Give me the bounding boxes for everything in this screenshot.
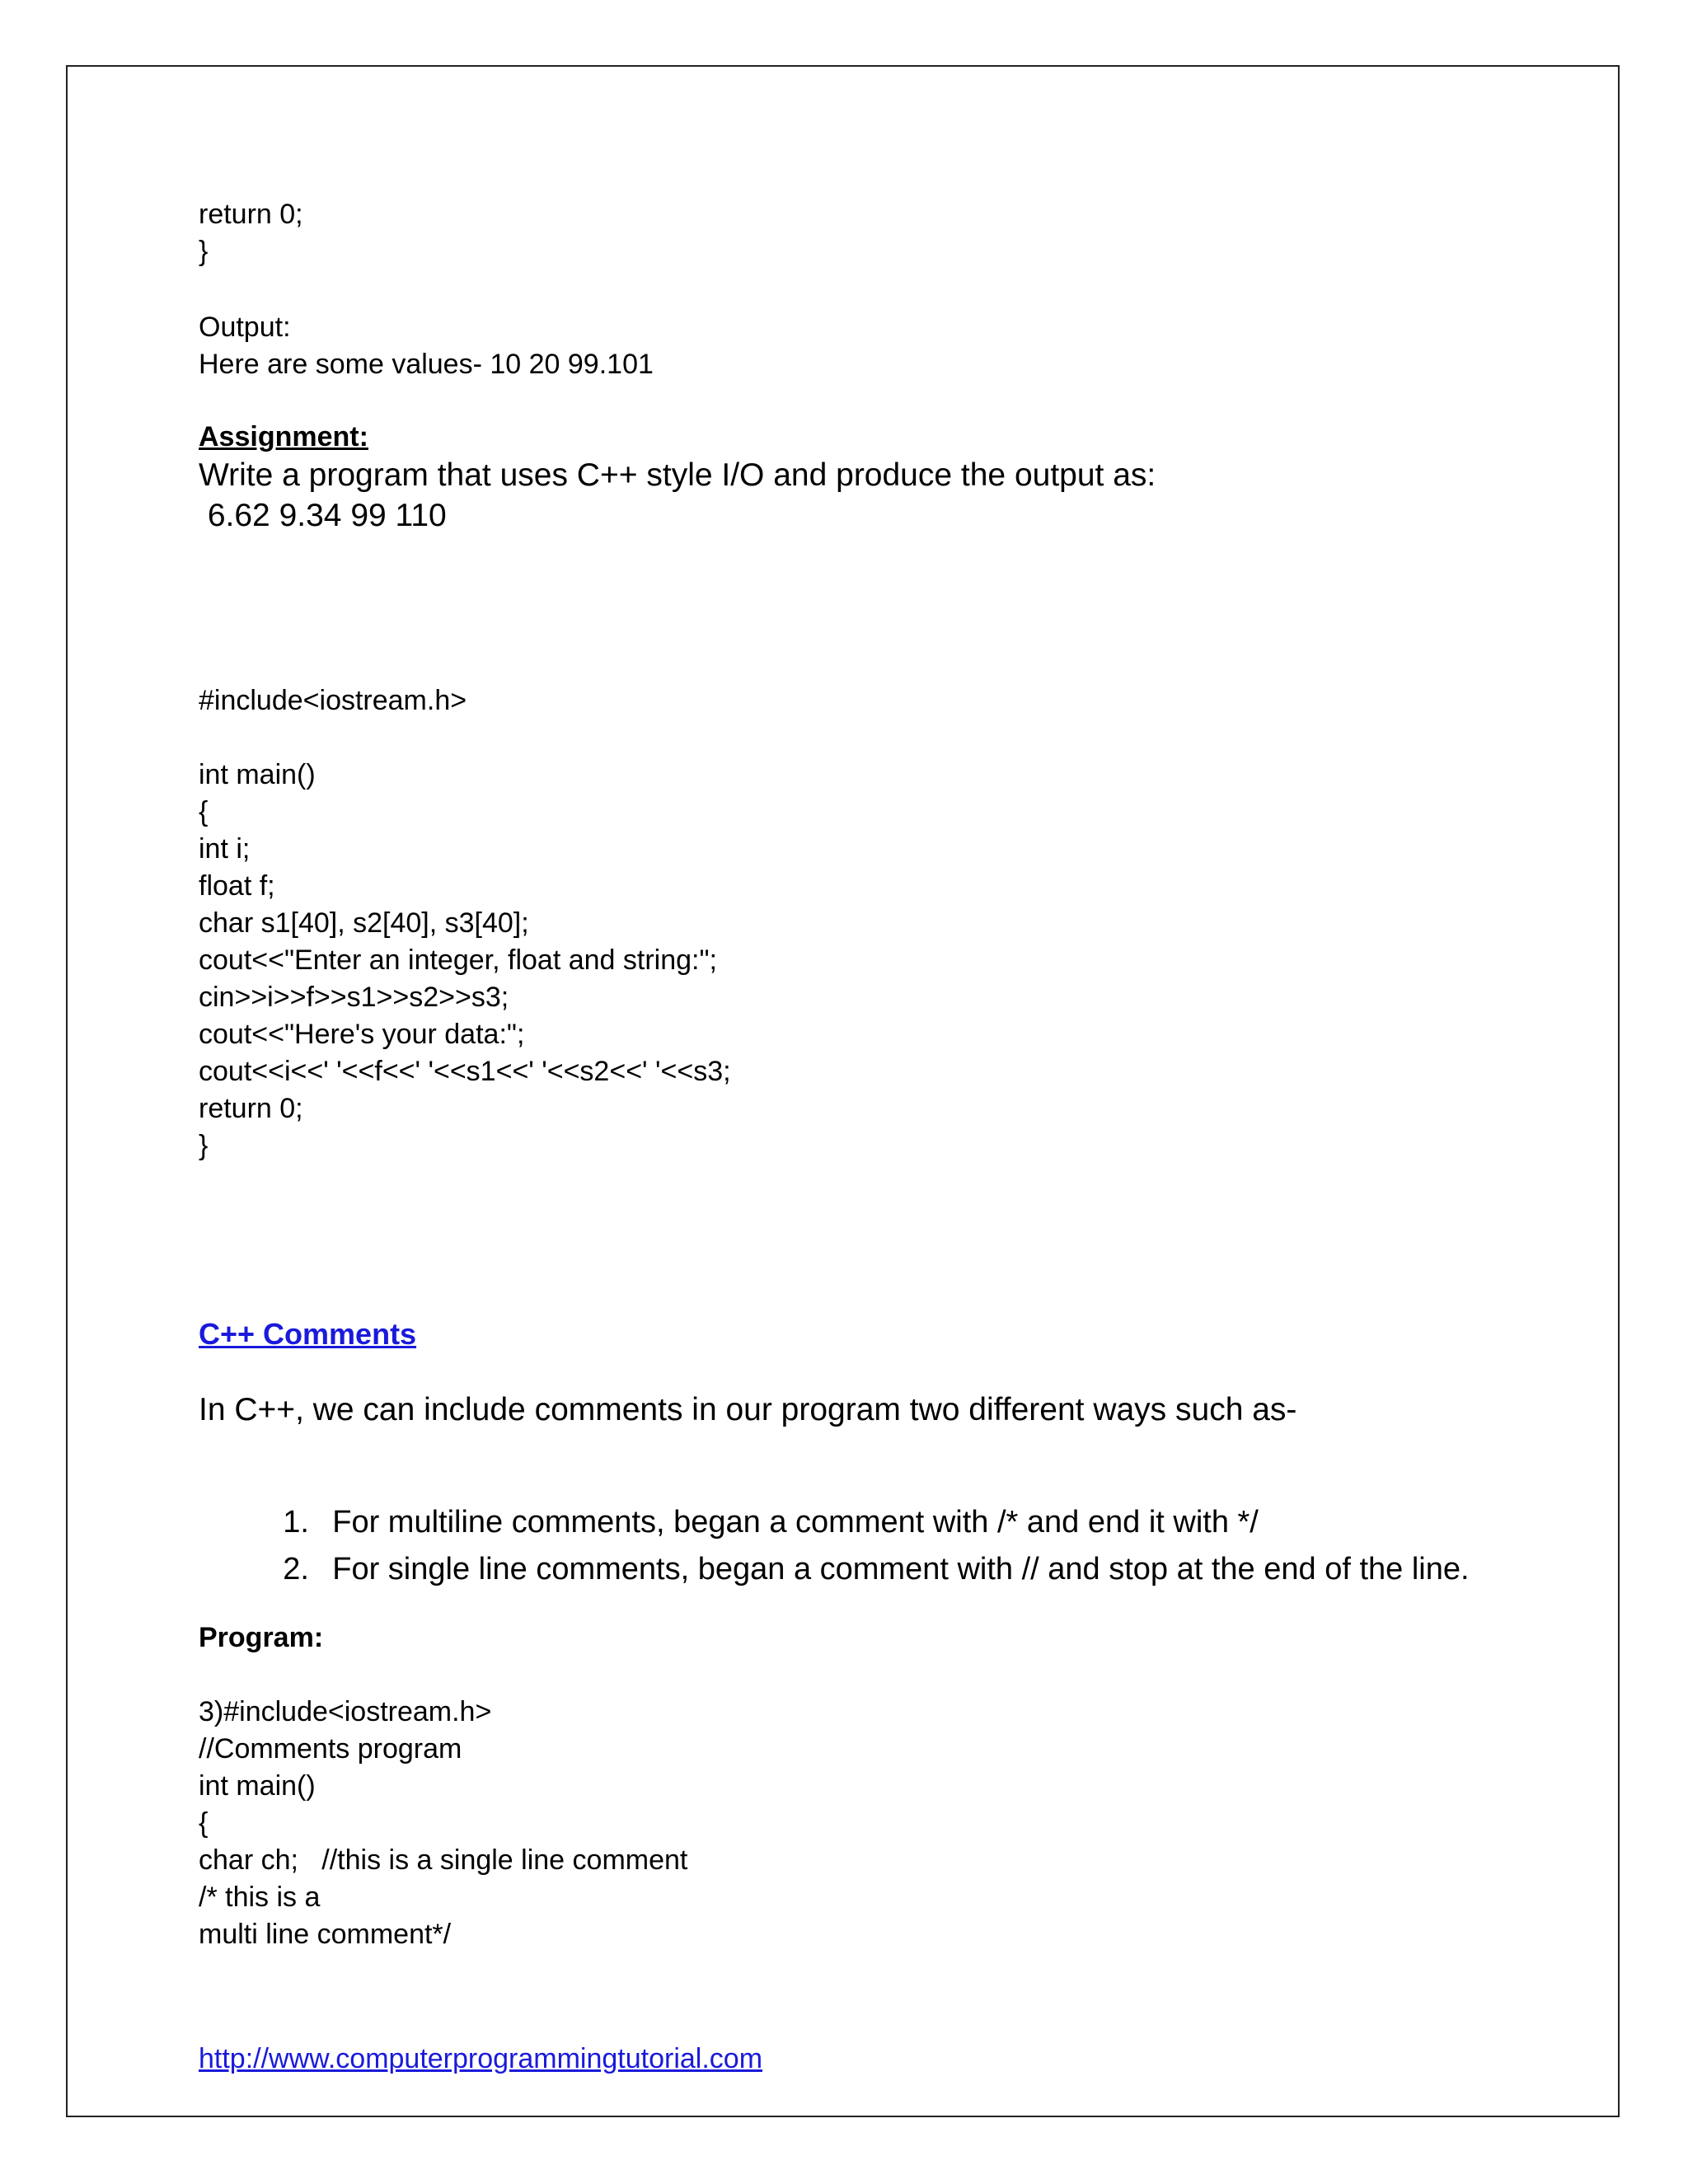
program-heading: Program: (199, 1622, 324, 1653)
list-text: For single line comments, began a comment with // and stop at the end of the line. (332, 1552, 1470, 1586)
code-line: return 0; (199, 1093, 303, 1124)
code-line: int main() (199, 1770, 316, 1802)
code-line: cout<<"Here's your data:"; (199, 1019, 525, 1050)
code-line: cout<<i<<' '<<f<<' '<<s1<<' '<<s2<<' '<<s3; (199, 1056, 731, 1087)
list-number: 1. (283, 1505, 309, 1540)
assignment-text: Write a program that uses C++ style I/O and produce the output as: (199, 457, 1156, 493)
comments-heading[interactable]: C++ Comments (199, 1317, 417, 1351)
code-line: char ch; //this is a single line comment (199, 1844, 688, 1876)
code-line: //Comments program (199, 1733, 462, 1765)
code-line: return 0; (199, 199, 303, 230)
code-line: cout<<"Enter an integer, float and string:"; (199, 944, 717, 976)
code-line: } (199, 1130, 209, 1161)
code-line: multi line comment*/ (199, 1919, 452, 1950)
assignment-heading: Assignment: (199, 421, 368, 452)
code-line: char s1[40], s2[40], s3[40]; (199, 907, 529, 939)
output-value: Here are some values- 10 20 99.101 (199, 349, 654, 380)
output-label: Output: (199, 312, 291, 343)
footer-link[interactable]: http://www.computerprogrammingtutorial.com (199, 2043, 763, 2074)
list-text: For multiline comments, began a comment with /* and end it with */ (332, 1505, 1259, 1540)
code-line: int i; (199, 833, 251, 865)
code-line: } (199, 236, 209, 267)
code-line: { (199, 1807, 209, 1839)
assignment-output: 6.62 9.34 99 110 (199, 498, 447, 533)
comments-intro: In C++, we can include comments in our program two different ways such as- (199, 1392, 1297, 1427)
code-line: #include<iostream.h> (199, 685, 467, 716)
code-line: int main() (199, 759, 316, 790)
code-line: 3)#include<iostream.h> (199, 1696, 492, 1727)
code-line: float f; (199, 870, 275, 902)
code-line: /* this is a (199, 1882, 321, 1913)
code-line: { (199, 796, 209, 827)
code-line: cin>>i>>f>>s1>>s2>>s3; (199, 982, 509, 1013)
list-item (248, 1510, 1470, 1629)
list-number: 2. (283, 1552, 309, 1586)
